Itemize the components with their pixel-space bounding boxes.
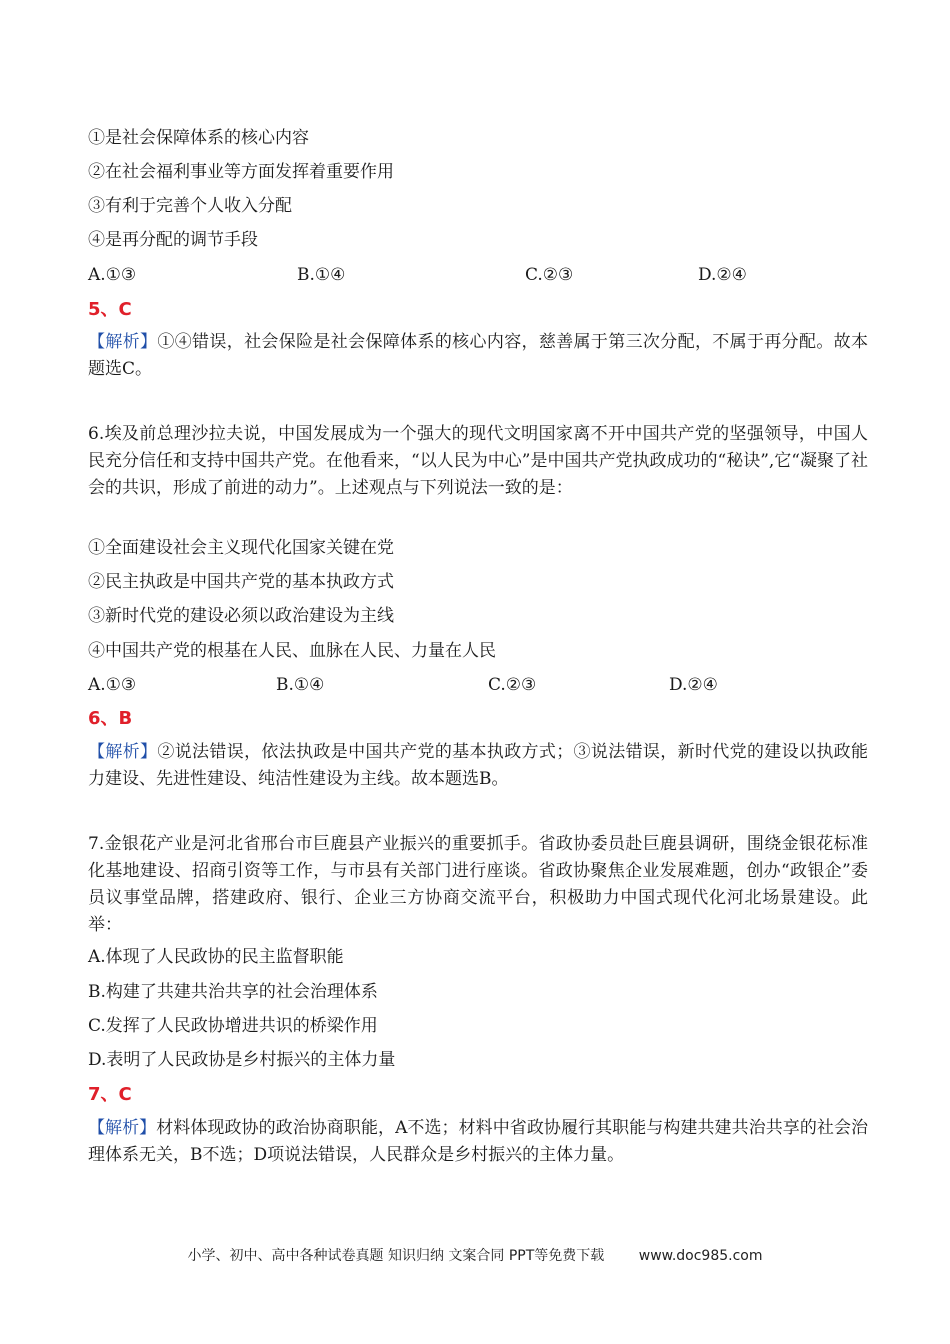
q5-answer: 5、C	[88, 299, 132, 320]
q5-item-3: ③有利于完善个人收入分配	[88, 196, 292, 216]
footer-text: 小学、初中、高中各种试卷真题 知识归纳 文案合同 PPT等免费下载	[187, 1248, 605, 1264]
q5-analysis-text: ①④错误，社会保险是社会保障体系的核心内容，慈善属于第三次分配，不属于再分配。故本题选C。	[88, 332, 869, 379]
q5-option-b: B.①④	[297, 265, 346, 285]
q5-analysis	[88, 329, 868, 383]
q7-option-d: D.表明了人民政协是乡村振兴的主体力量	[88, 1050, 396, 1070]
q7-option-c: C.发挥了人民政协增进共识的桥梁作用	[88, 1016, 378, 1036]
q7-analysis	[88, 1115, 868, 1169]
q5-item-2: ②在社会福利事业等方面发挥着重要作用	[88, 162, 394, 182]
q6-item-1: ①全面建设社会主义现代化国家关键在党	[88, 538, 394, 558]
q6-option-a: A.①③	[88, 675, 137, 695]
footer-site-link[interactable]: www.doc985.com	[638, 1248, 763, 1264]
q7-option-b: B.构建了共建共治共享的社会治理体系	[88, 982, 378, 1002]
q5-option-d: D.②④	[698, 265, 747, 285]
q6-item-3: ③新时代党的建设必须以政治建设为主线	[88, 606, 394, 626]
q5-item-1: ①是社会保障体系的核心内容	[88, 128, 309, 148]
q6-analysis-text: ②说法错误，依法执政是中国共产党的基本执政方式；③说法错误，新时代党的建设以执政能力建设、先进性建设、纯洁性建设为主线。故本题选B。	[88, 742, 869, 789]
q5-option-c: C.②③	[525, 265, 574, 285]
q7-answer: 7、C	[88, 1084, 132, 1105]
q5-item-4: ④是再分配的调节手段	[88, 230, 258, 250]
q5-analysis-tag: 【解析】	[88, 332, 158, 352]
q6-analysis-tag: 【解析】	[88, 742, 158, 762]
q7-analysis-text: 材料体现政协的政治协商职能，A不选；材料中省政协履行其职能与构建共建共治共享的社会治理体系无关，B不选；D项说法错误，人民群众是乡村振兴的主体力量。	[88, 1118, 869, 1165]
q7-option-a: A.体现了人民政协的民主监督职能	[88, 947, 344, 967]
page-footer	[0, 1245, 950, 1265]
q6-option-d: D.②④	[669, 675, 718, 695]
q6-option-b: B.①④	[276, 675, 325, 695]
q6-item-2: ②民主执政是中国共产党的基本执政方式	[88, 572, 394, 592]
q7-analysis-tag: 【解析】	[88, 1118, 157, 1138]
q7-stem: 7.金银花产业是河北省邢台市巨鹿县产业振兴的重要抓手。省政协委员赴巨鹿县调研，围绕金银花标准化基地建设、招商引资等工作，与市县有关部门进行座谈。省政协聚焦企业发展难题，创办“政银企”委员议事堂品牌，搭建政府、银行、企业三方协商交流平台，积极助力中国式现代化河北场景建设。此举：	[88, 834, 868, 935]
q6-item-4: ④中国共产党的根基在人民、血脉在人民、力量在人民	[88, 641, 496, 661]
q5-option-a: A.①③	[88, 265, 137, 285]
q6-answer: 6、B	[88, 708, 133, 729]
q6-analysis	[88, 739, 868, 793]
q6-stem: 6.埃及前总理沙拉夫说，中国发展成为一个强大的现代文明国家离不开中国共产党的坚强领导，中国人民充分信任和支持中国共产党。在他看来，“以人民为中心”是中国共产党执政成功的“秘诀”,它“凝聚了社会的共识，形成了前进的动力”。上述观点与下列说法一致的是：	[88, 424, 868, 498]
q6-option-c: C.②③	[488, 675, 537, 695]
